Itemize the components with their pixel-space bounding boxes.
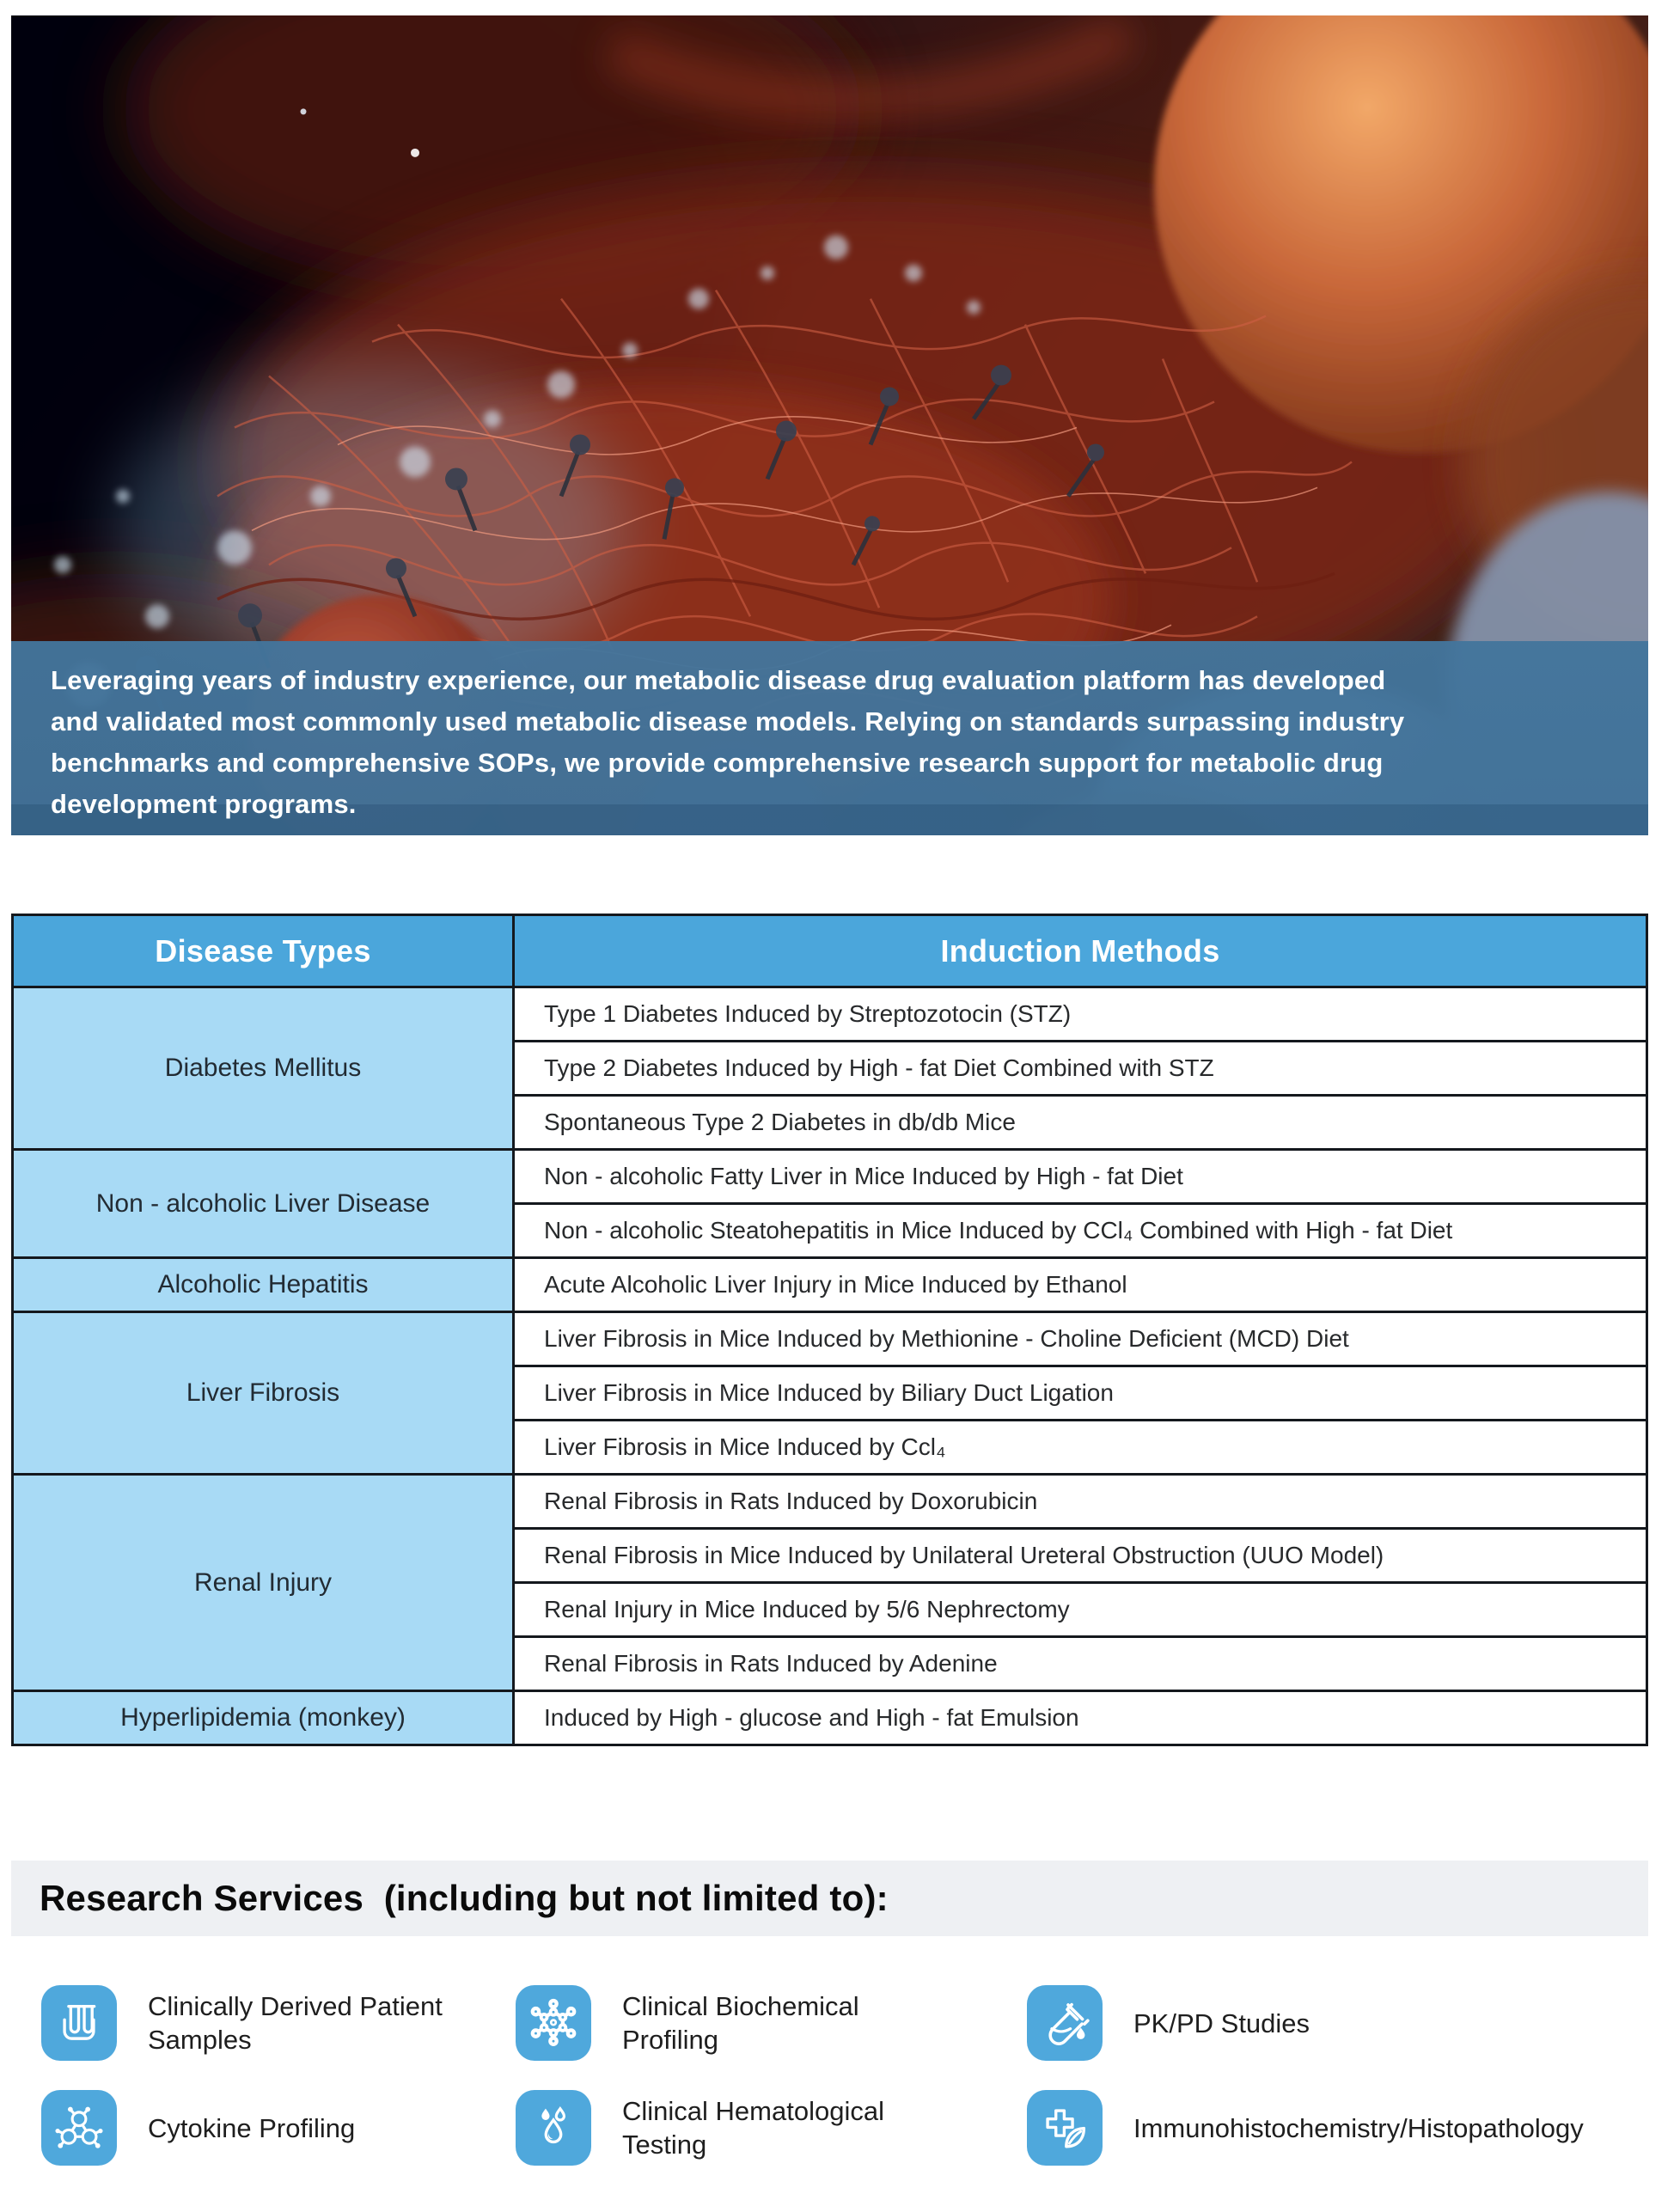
disease-cell: Non - alcoholic Liver Disease [13, 1150, 514, 1258]
disease-types-header: Disease Types [13, 915, 514, 987]
method-cell: Type 2 Diabetes Induced by High - fat Diet Combined with STZ [514, 1042, 1647, 1096]
molecule-icon [516, 1985, 591, 2061]
test-tubes-icon [41, 1985, 117, 2061]
method-cell: Non - alcoholic Steatohepatitis in Mice Induced by CCl₄ Combined with High - fat Diet [514, 1204, 1647, 1258]
service-label: PK/PD Studies [1133, 2008, 1310, 2038]
disease-cell: Diabetes Mellitus [13, 987, 514, 1150]
service-label: Clinically Derived Patient Samples [148, 1991, 443, 2055]
service-item-pkpd-studies [1027, 1985, 1648, 2061]
table-row [13, 987, 1647, 1042]
flask-icon [1027, 1985, 1103, 2061]
method-cell: Liver Fibrosis in Mice Induced by Ccl₄ [514, 1421, 1647, 1475]
induction-table-body [13, 987, 1647, 1745]
cytokine-icon [41, 2090, 117, 2166]
disease-cell: Alcoholic Hepatitis [13, 1258, 514, 1312]
method-cell: Induced by High - glucose and High - fat Emulsion [514, 1691, 1647, 1745]
method-cell: Type 1 Diabetes Induced by Streptozotocin (STZ) [514, 987, 1647, 1042]
research-services-title: Research Services (including but not limited to): [40, 1878, 889, 1918]
service-label: Clinical Biochemical Profiling [622, 1991, 859, 2055]
hero-banner [11, 641, 1648, 835]
method-cell: Liver Fibrosis in Mice Induced by Methionine - Choline Deficient (MCD) Diet [514, 1312, 1647, 1366]
leaf-cross-icon [1027, 2090, 1103, 2166]
research-services-heading-bar [11, 1861, 1648, 1936]
table-row [13, 1258, 1647, 1312]
method-cell: Liver Fibrosis in Mice Induced by Biliary Duct Ligation [514, 1366, 1647, 1421]
table-row [13, 1475, 1647, 1529]
services-row-1 [11, 1985, 1648, 2061]
hero-image [11, 15, 1648, 835]
drops-icon [516, 2090, 591, 2166]
service-label: Cytokine Profiling [148, 2112, 356, 2143]
banner-text: Leveraging years of industry experience, our metabolic disease drug evaluation platform has developed and validated most commonly used metabolic disease models. Relying on standards surpassing industry benchmarks and comprehensive SOPs, we provide comprehensive research support for metabolic drug development programs. [51, 665, 1405, 819]
table-header-row [13, 915, 1647, 987]
induction-methods-header: Induction Methods [514, 915, 1647, 987]
service-item-hematological-testing [516, 2090, 1027, 2166]
services-row-2 [11, 2090, 1648, 2166]
method-cell: Non - alcoholic Fatty Liver in Mice Induced by High - fat Diet [514, 1150, 1647, 1204]
method-cell: Renal Fibrosis in Rats Induced by Adenine [514, 1637, 1647, 1691]
services-grid [11, 1985, 1648, 2195]
method-cell: Renal Injury in Mice Induced by 5/6 Nephrectomy [514, 1583, 1647, 1637]
table-row [13, 1691, 1647, 1745]
table-row [13, 1150, 1647, 1204]
service-item-biochemical-profiling [516, 1985, 1027, 2061]
service-item-patient-samples [41, 1985, 516, 2061]
method-cell: Acute Alcoholic Liver Injury in Mice Induced by Ethanol [514, 1258, 1647, 1312]
disease-models-table [11, 914, 1648, 1746]
method-cell: Renal Fibrosis in Rats Induced by Doxorubicin [514, 1475, 1647, 1529]
service-item-histopathology [1027, 2090, 1648, 2166]
method-cell: Spontaneous Type 2 Diabetes in db/db Mice [514, 1096, 1647, 1150]
table-row [13, 1312, 1647, 1366]
service-label: Clinical Hematological Testing [622, 2096, 884, 2160]
method-cell: Renal Fibrosis in Mice Induced by Unilateral Ureteral Obstruction (UUO Model) [514, 1529, 1647, 1583]
disease-cell: Liver Fibrosis [13, 1312, 514, 1475]
disease-cell: Renal Injury [13, 1475, 514, 1691]
service-item-cytokine-profiling [41, 2090, 516, 2166]
service-label: Immunohistochemistry/Histopathology [1133, 2112, 1584, 2143]
disease-cell: Hyperlipidemia (monkey) [13, 1691, 514, 1745]
